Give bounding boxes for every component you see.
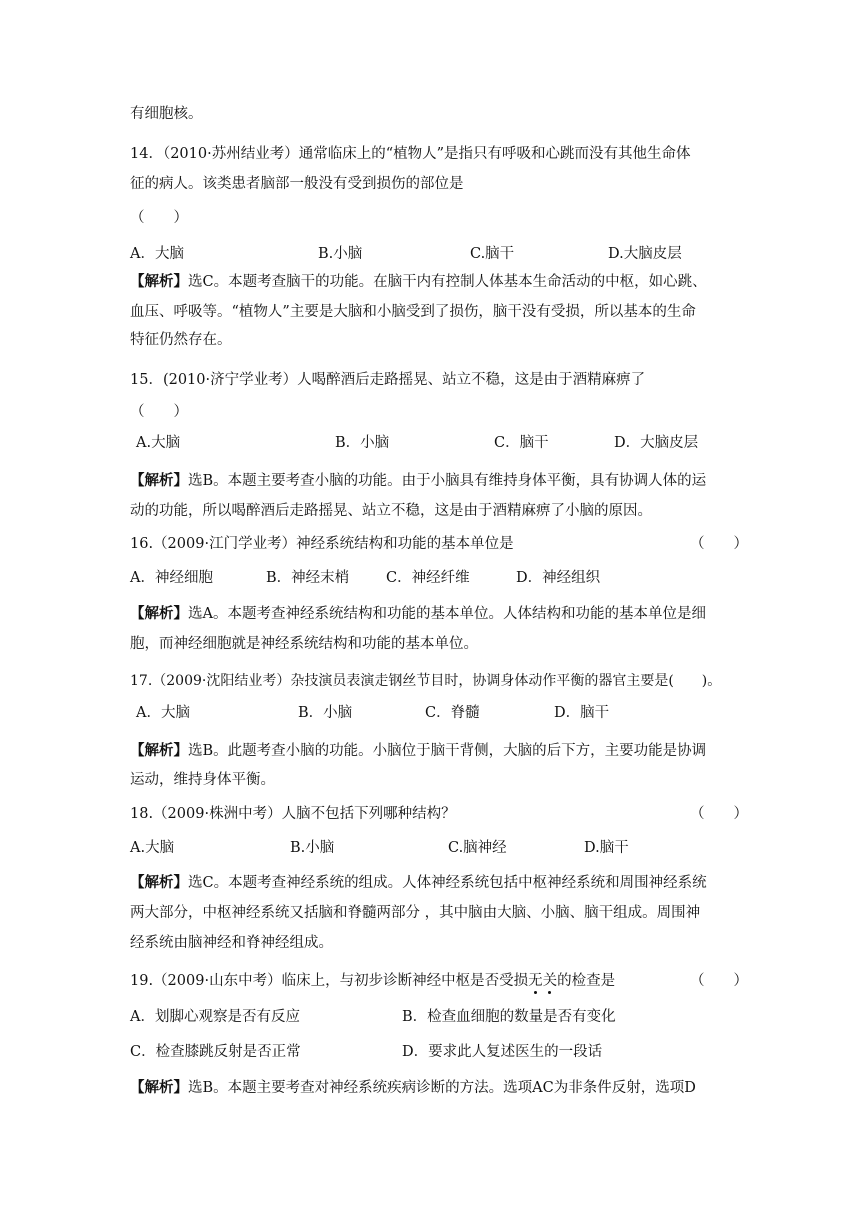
question-15-stem-line-1: 15．(2010·济宁学业考）人喝醉酒后走路摇晃、站立不稳，这是由于酒精麻痹了 bbox=[130, 372, 646, 388]
analysis-tag: 【解析】 bbox=[130, 874, 188, 891]
question-17-option-b: B．小脑 bbox=[298, 705, 353, 721]
question-18-stem-line-1: 18.（2009·株洲中考）人脑不包括下列哪种结构？ bbox=[130, 806, 456, 822]
question-15-option-b: B．小脑 bbox=[335, 435, 390, 451]
analysis-tag: 【解析】 bbox=[130, 472, 188, 489]
question-14-option-a: A．大脑 bbox=[130, 246, 184, 262]
question-18-option-c: C.脑神经 bbox=[448, 840, 507, 856]
intro-tail-text: 有细胞核。 bbox=[130, 106, 203, 122]
analysis-tag: 【解析】 bbox=[130, 742, 188, 759]
analysis-text: 选C。本题考查神经系统的组成。人体神经系统包括中枢神经系统和周围神经系统 bbox=[188, 875, 707, 891]
question-17-option-c: C．脊髓 bbox=[425, 705, 480, 721]
question-19-analysis-line-1 bbox=[130, 1078, 696, 1098]
question-15-option-d: D．大脑皮层 bbox=[614, 435, 699, 451]
question-14-analysis-line-2: 血压、呼吸等。“植物人”主要是大脑和小脑受到了损伤，脑干没有受损，所以基本的生命 bbox=[130, 304, 696, 320]
question-16-analysis-line-2: 胞，而神经细胞就是神经系统结构和功能的基本单位。 bbox=[130, 636, 478, 652]
analysis-tag: 【解析】 bbox=[130, 605, 188, 622]
analysis-text: 选B。本题主要考查小脑的功能。由于小脑具有维持身体平衡，具有协调人体的运 bbox=[188, 473, 707, 489]
question-16-stem-line-1: 16.（2009·江门学业考）神经系统结构和功能的基本单位是 bbox=[130, 536, 514, 552]
question-18-analysis-line-3: 经系统由脑神经和脊神经组成。 bbox=[130, 935, 333, 951]
question-19-option-d: D．要求此人复述医生的一段话 bbox=[402, 1044, 603, 1060]
question-17-analysis-line-1 bbox=[130, 741, 706, 761]
question-14-stem-line-2: 征的病人。该类患者脑部一般没有受到损伤的部位是 bbox=[130, 176, 464, 192]
emphasis-dotted-char: 无 bbox=[528, 973, 543, 989]
question-19-stem-line-1 bbox=[130, 971, 615, 991]
question-15-analysis-line-2: 动的功能，所以喝醉酒后走路摇晃、站立不稳，这是由于酒精麻痹了小脑的原因。 bbox=[130, 503, 652, 519]
question-18-option-d: D.脑干 bbox=[584, 840, 629, 856]
question-17-stem-line-1: 17.（2009·沈阳结业考）杂技演员表演走钢丝节目时，协调身体动作平衡的器官主要是( )。 bbox=[130, 673, 722, 689]
question-14-option-b: B.小脑 bbox=[318, 246, 363, 262]
question-15-answer-paren: （ ） bbox=[130, 404, 188, 420]
question-14-stem-line-1: 14．（2010·苏州结业考）通常临床上的“植物人”是指只有呼吸和心跳而没有其他生命体 bbox=[130, 146, 691, 162]
question-19-answer-paren: （ ） bbox=[690, 973, 748, 989]
emphasis-dotted-char: 关 bbox=[542, 973, 558, 989]
question-19-option-b: B．检查血细胞的数量是否有变化 bbox=[402, 1009, 616, 1025]
question-16-option-c: C．神经纤维 bbox=[386, 570, 470, 586]
question-17-option-d: D．脑干 bbox=[554, 705, 610, 721]
question-14-option-d: D.大脑皮层 bbox=[608, 246, 682, 262]
analysis-tag: 【解析】 bbox=[130, 1079, 188, 1096]
question-14-option-c: C.脑干 bbox=[470, 246, 515, 262]
question-16-answer-paren: （ ） bbox=[690, 536, 748, 552]
question-17-analysis-line-2: 运动，维持身体平衡。 bbox=[130, 772, 275, 788]
question-18-option-a: A.大脑 bbox=[130, 840, 175, 856]
question-16-option-d: D．神经组织 bbox=[516, 570, 601, 586]
question-17-option-a: A．大脑 bbox=[136, 705, 190, 721]
question-15-analysis-line-1 bbox=[130, 471, 706, 491]
question-14-answer-paren: （ ） bbox=[130, 210, 188, 226]
question-14-analysis-line-1 bbox=[130, 272, 707, 292]
question-19-option-c: C．检查膝跳反射是否正常 bbox=[130, 1044, 301, 1060]
analysis-text: 选B。此题考查小脑的功能。小脑位于脑干背侧，大脑的后下方，主要功能是协调 bbox=[188, 743, 707, 759]
question-16-option-b: B．神经末梢 bbox=[266, 570, 350, 586]
stem-text: 19.（2009·山东中考）临床上，与初步诊断神经中枢是否受损 bbox=[130, 973, 529, 989]
analysis-text: 选C。本题考查脑干的功能。在脑干内有控制人体基本生命活动的中枢，如心跳、 bbox=[188, 274, 707, 290]
analysis-text: 选A。本题考查神经系统结构和功能的基本单位。人体结构和功能的基本单位是细 bbox=[188, 606, 706, 622]
question-14-analysis-line-3: 特征仍然存在。 bbox=[130, 332, 232, 348]
stem-text: 的检查是 bbox=[557, 973, 616, 989]
question-18-option-b: B.小脑 bbox=[290, 840, 335, 856]
question-19-option-a: A．划脚心观察是否有反应 bbox=[130, 1009, 300, 1025]
question-15-option-c: C．脑干 bbox=[494, 435, 549, 451]
question-16-analysis-line-1 bbox=[130, 604, 706, 624]
question-18-analysis-line-2: 两大部分，中枢神经系统又括脑和脊髓两部分 ，其中脑由大脑、小脑、脑干组成。周围神 bbox=[130, 905, 701, 921]
question-18-analysis-line-1 bbox=[130, 873, 707, 893]
question-16-option-a: A．神经细胞 bbox=[130, 570, 213, 586]
question-15-option-a: A.大脑 bbox=[136, 435, 181, 451]
question-18-answer-paren: （ ） bbox=[690, 806, 748, 822]
analysis-tag: 【解析】 bbox=[130, 273, 188, 290]
analysis-text: 选B。本题主要考查对神经系统疾病诊断的方法。选项AC为非条件反射，选项D bbox=[188, 1080, 696, 1096]
